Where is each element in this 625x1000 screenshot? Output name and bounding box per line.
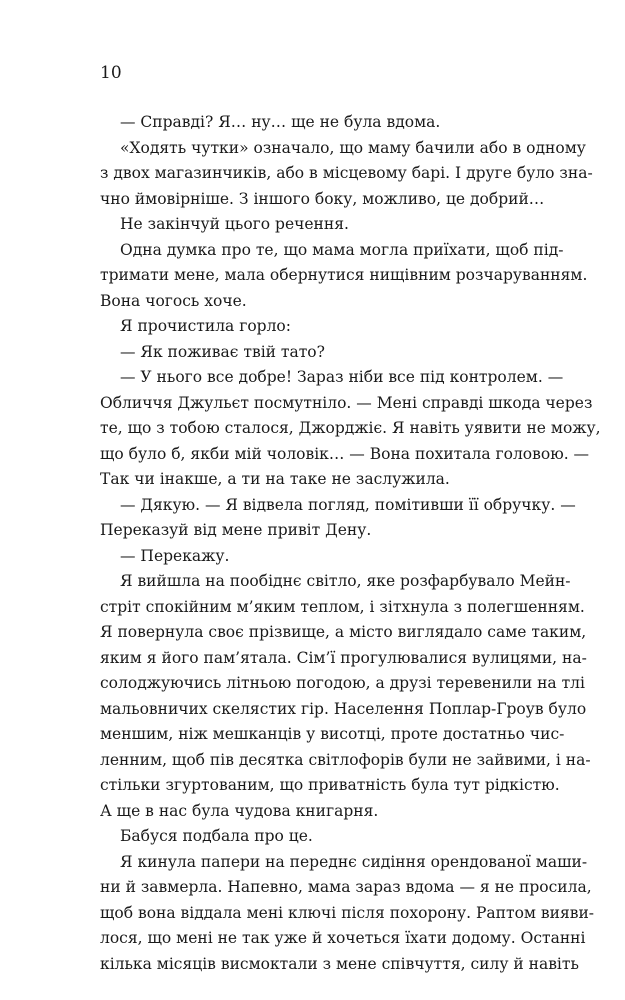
text-line: солоджуючись літньою погодою, а друзі теревенили на тлі <box>100 674 585 692</box>
text-line: Не закінчуй цього речення. <box>120 215 349 233</box>
text-line: лося, що мені не так уже й хочеться їхати додому. Останні <box>100 929 586 947</box>
text-line: — Справді? Я… ну… ще не була вдома. <box>120 113 441 131</box>
text-line: Обличчя Джульєт посмутніло. — Мені справді шкода через <box>100 393 593 412</box>
text-line: ни й завмерла. Напевно, мама зараз вдома — я не просила, <box>100 878 592 896</box>
text-line: мальовничих скелястих гір. Населення Поплар-Гроув було <box>100 699 587 718</box>
text-line: Бабуся подбала про це. <box>120 827 313 845</box>
text-line: Так чи інакше, а ти на таке не заслужила. <box>100 470 450 488</box>
text-line: з двох магазинчиків, або в місцевому барі. І друге було зна- <box>100 164 593 182</box>
text-line: кілька місяців висмоктали з мене співчуття, силу й навіть <box>100 954 579 973</box>
text-line: щоб вона віддала мені ключі після похорону. Раптом вияви- <box>100 903 595 922</box>
text-line: — Як поживає твій тато? <box>120 342 325 361</box>
text-line: що було б, якби мій чоловік… — Вона похитала головою. — <box>100 444 590 463</box>
text-line: яким я його пам’ятала. Сім’ї прогулювалися вулицями, на- <box>100 648 587 667</box>
text-line: тримати мене, мала обернутися нищівним розчаруванням. <box>100 266 588 284</box>
text-line: Я вийшла на пообіднє світло, яке розфарбувало Мейн- <box>120 572 571 590</box>
text-line: А ще в нас була чудова книгарня. <box>100 801 379 820</box>
text-line: меншим, ніж мешканців у висотці, проте достатньо чис- <box>100 725 565 743</box>
text-line: — У нього все добре! Зараз ніби все під контролем. — <box>120 368 564 386</box>
text-line: Я прочистила горло: <box>120 317 291 335</box>
page-number: 10 <box>100 63 122 83</box>
text-line: те, що з тобою сталося, Джорджіє. Я навіть уявити не можу, <box>100 419 601 437</box>
text-line: чно ймовірніше. З іншого боку, можливо, це добрий… <box>100 189 545 208</box>
text-line: Я повернула своє прізвище, а місто виглядало саме таким, <box>100 623 587 641</box>
text-line: «Ходять чутки» означало, що маму бачили або в одному <box>120 138 586 157</box>
body-text <box>100 110 601 977</box>
text-line: Я кинула папери на переднє сидіння орендованої маши- <box>120 852 588 871</box>
text-line: ленним, щоб пів десятка світлофорів були не зайвими, і на- <box>100 750 591 769</box>
text-line: — Дякую. — Я відвела погляд, помітивши її обручку. — <box>120 495 576 514</box>
text-line: — Перекажу. <box>120 546 230 565</box>
text-line: стріт спокійним м’яким теплом, і зітхнула з полегшенням. <box>100 597 585 616</box>
text-line: Переказуй від мене привіт Дену. <box>100 521 372 539</box>
text-line: Одна думка про те, що мама могла приїхати, щоб під- <box>120 240 564 259</box>
text-line: Вона чогось хоче. <box>100 291 247 310</box>
text-line: стільки згуртованим, що приватність була тут рідкістю. <box>100 776 560 794</box>
